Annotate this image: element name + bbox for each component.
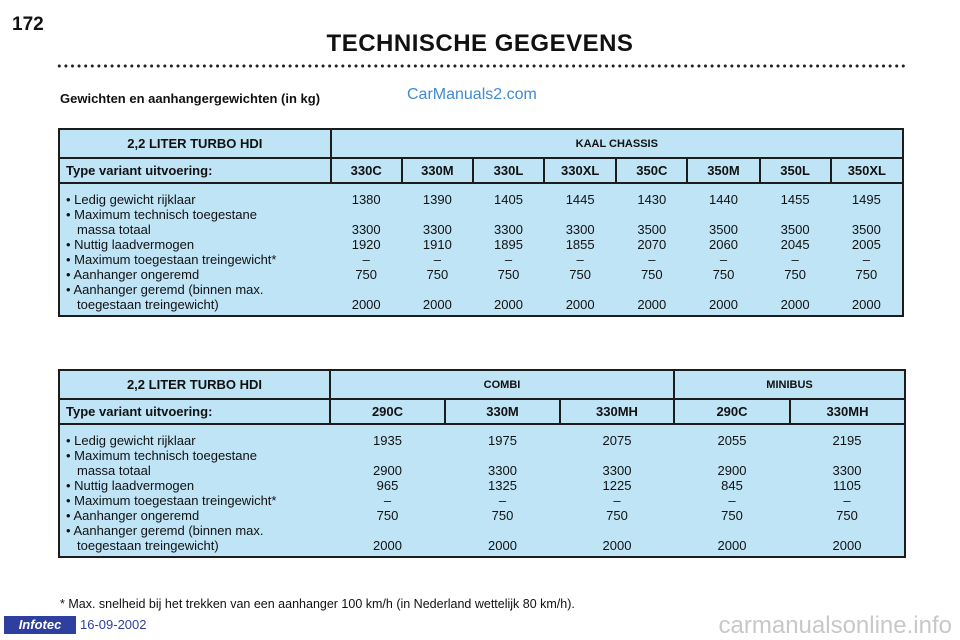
row-label-line2: massa totaal xyxy=(77,222,151,237)
table-cell: 3300 xyxy=(832,463,862,478)
table-row xyxy=(59,478,905,493)
table-cell: 750 xyxy=(569,267,591,282)
column-header: 350XL xyxy=(831,158,903,183)
row-label xyxy=(59,424,330,448)
row-label-line1: • Nuttig laadvermogen xyxy=(66,478,195,493)
type-variant-label: Type variant uitvoering: xyxy=(59,399,330,424)
table-cell: 1855 xyxy=(565,237,595,252)
row-label-line1: • Ledig gewicht rijklaar xyxy=(66,192,196,207)
table-cell: – xyxy=(362,252,370,267)
table-cell: 750 xyxy=(712,267,735,282)
table-row xyxy=(59,523,905,557)
table-cell: 3300 xyxy=(494,222,523,237)
footer-site-watermark: carmanualsonline.info xyxy=(718,612,952,639)
table-cell: 750 xyxy=(491,508,514,523)
row-label-line1: • Ledig gewicht rijklaar xyxy=(66,433,196,448)
table-cell: – xyxy=(791,252,799,267)
row-label xyxy=(59,207,331,237)
table-header-row xyxy=(59,129,903,158)
column-header: 350L xyxy=(760,158,831,183)
infotec-logo: Infotec xyxy=(4,616,76,634)
table-cell: 2055 xyxy=(717,433,747,448)
table-cell: 2000 xyxy=(851,297,881,312)
table-cell: 3300 xyxy=(488,463,517,478)
table-cell: 2000 xyxy=(422,297,452,312)
table-row xyxy=(59,237,903,252)
table-cell: 1430 xyxy=(637,192,667,207)
footnote: * Max. snelheid bij het trekken van een aanhanger 100 km/h (in Nederland wettelijk 80 km/h). xyxy=(60,597,575,611)
footer-date: 16-09-2002 xyxy=(80,617,147,632)
table-cell: 750 xyxy=(640,267,663,282)
table-cell: 750 xyxy=(355,267,378,282)
table-cell: 1390 xyxy=(422,192,452,207)
table-cell: 1405 xyxy=(494,192,523,207)
table-cell: 2000 xyxy=(832,538,862,553)
table-row xyxy=(59,508,905,523)
table-cell: 3500 xyxy=(851,222,881,237)
row-label-line1: • Aanhanger ongeremd xyxy=(66,508,200,523)
section-subtitle: Gewichten en aanhangergewichten (in kg) xyxy=(60,91,321,106)
table-cell: – xyxy=(613,493,621,508)
table-cell: – xyxy=(728,493,736,508)
table-row xyxy=(59,252,903,267)
table-cell: 3500 xyxy=(637,222,667,237)
table-cell: 965 xyxy=(376,478,399,493)
table-cell: 2000 xyxy=(488,538,517,553)
engine-label: 2,2 LITER TURBO HDI xyxy=(59,129,331,158)
table-cell: – xyxy=(498,493,507,508)
table-cell: 2000 xyxy=(709,297,738,312)
table-row xyxy=(59,282,903,316)
column-header: 350M xyxy=(687,158,759,183)
table-header-row xyxy=(59,370,905,399)
table-cell: 2000 xyxy=(602,538,632,553)
group-label-combi: COMBI xyxy=(330,370,674,399)
table-cell: 1920 xyxy=(351,237,381,252)
row-label-line2: massa totaal xyxy=(77,463,151,478)
table-cell: – xyxy=(648,252,656,267)
table-row xyxy=(59,424,905,448)
row-label xyxy=(59,478,330,493)
row-label xyxy=(59,493,330,508)
row-label-line2: toegestaan treingewicht) xyxy=(77,538,219,553)
group-label: KAAL CHASSIS xyxy=(331,129,903,158)
column-header: 330M xyxy=(445,399,560,424)
table-cell: 3300 xyxy=(602,463,632,478)
table-row xyxy=(59,267,903,282)
table-row xyxy=(59,183,903,207)
table-cell: 1105 xyxy=(833,478,861,493)
row-label-line1: • Aanhanger ongeremd xyxy=(66,267,200,282)
column-header: 330MH xyxy=(790,399,905,424)
table-cell: 750 xyxy=(376,508,399,523)
table-cell: 2060 xyxy=(709,237,738,252)
row-label-line1: • Maximum toegestaan treingewicht* xyxy=(66,493,277,508)
row-label xyxy=(59,252,331,267)
table-cell: 1455 xyxy=(780,192,810,207)
row-label-line1: • Maximum technisch toegestane xyxy=(66,448,257,463)
column-header: 330L xyxy=(473,158,544,183)
table-cell: 1910 xyxy=(422,237,452,252)
table-cell: 2000 xyxy=(780,297,810,312)
column-header: 330XL xyxy=(544,158,616,183)
table-body xyxy=(59,183,903,316)
column-header: 330C xyxy=(331,158,402,183)
table-cell: 750 xyxy=(606,508,628,523)
weights-table-combi-minibus xyxy=(58,369,906,558)
table-cell: 845 xyxy=(721,478,743,493)
table-cell: – xyxy=(719,252,728,267)
row-label xyxy=(59,282,331,316)
row-label xyxy=(59,508,330,523)
table-cell: 2900 xyxy=(373,463,402,478)
table-cell: – xyxy=(862,252,870,267)
row-label-line1: • Aanhanger geremd (binnen max. xyxy=(66,523,264,538)
column-header: 330M xyxy=(402,158,473,183)
table-cell: 1895 xyxy=(494,237,523,252)
row-label-line1: • Maximum technisch toegestane xyxy=(66,207,257,222)
table-cell: 750 xyxy=(784,267,806,282)
table-cell: 750 xyxy=(721,508,743,523)
table-cell: 750 xyxy=(497,267,520,282)
table-cell: 1975 xyxy=(488,433,517,448)
table-cell: 750 xyxy=(426,267,449,282)
column-header-row xyxy=(59,399,905,424)
table-cell: 3300 xyxy=(422,222,452,237)
table-cell: 1495 xyxy=(851,192,881,207)
table-cell: – xyxy=(433,252,441,267)
row-label xyxy=(59,237,331,252)
column-header: 330MH xyxy=(560,399,674,424)
type-variant-label: Type variant uitvoering: xyxy=(59,158,331,183)
table-cell: 1935 xyxy=(373,433,402,448)
column-header-row xyxy=(59,158,903,183)
row-label xyxy=(59,183,331,207)
row-label-line1: • Aanhanger geremd (binnen max. xyxy=(66,282,264,297)
table-row xyxy=(59,493,905,508)
table-cell: 2900 xyxy=(717,463,747,478)
table-cell: 2070 xyxy=(637,237,667,252)
table-cell: 2000 xyxy=(351,297,381,312)
table-cell: 2000 xyxy=(637,297,667,312)
table-cell: 2000 xyxy=(373,538,402,553)
row-label-line1: • Maximum toegestaan treingewicht* xyxy=(66,252,277,267)
row-label xyxy=(59,448,330,478)
table-cell: 3300 xyxy=(351,222,381,237)
table-cell: – xyxy=(843,493,851,508)
table-row xyxy=(59,207,903,237)
table-cell: 1325 xyxy=(488,478,517,493)
table-cell: 750 xyxy=(855,267,878,282)
table-cell: 3300 xyxy=(565,222,595,237)
column-header: 350C xyxy=(616,158,687,183)
table-cell: – xyxy=(576,252,584,267)
table-cell: 2045 xyxy=(780,237,810,252)
table-cell: 2005 xyxy=(851,237,881,252)
table-cell: – xyxy=(504,252,513,267)
column-header: 290C xyxy=(330,399,445,424)
table-cell: 1225 xyxy=(602,478,632,493)
table-cell: 1440 xyxy=(709,192,738,207)
page-number: 172 xyxy=(12,14,44,35)
table-cell: 2075 xyxy=(602,433,632,448)
table-cell: 2000 xyxy=(494,297,523,312)
column-header: 290C xyxy=(674,399,790,424)
dotted-divider xyxy=(56,64,906,68)
table-cell: 3500 xyxy=(780,222,810,237)
table-cell: 1380 xyxy=(351,192,381,207)
table-cell: 2000 xyxy=(565,297,595,312)
table-cell: 750 xyxy=(836,508,858,523)
table-body xyxy=(59,424,905,557)
row-label-line1: • Nuttig laadvermogen xyxy=(66,237,195,252)
page-title: TECHNISCHE GEGEVENS xyxy=(326,30,634,57)
engine-label: 2,2 LITER TURBO HDI xyxy=(59,370,330,399)
group-label-minibus: MINIBUS xyxy=(674,370,905,399)
table-cell: 2000 xyxy=(717,538,747,553)
row-label xyxy=(59,267,331,282)
weights-table-chassis xyxy=(58,128,904,317)
table-cell: 1445 xyxy=(565,192,595,207)
row-label xyxy=(59,523,330,557)
table-cell: – xyxy=(383,493,392,508)
table-cell: 2195 xyxy=(832,433,862,448)
watermark-logo: CarManuals2.com xyxy=(407,86,537,103)
table-cell: 3500 xyxy=(709,222,738,237)
row-label-line2: toegestaan treingewicht) xyxy=(77,297,219,312)
table-row xyxy=(59,448,905,478)
